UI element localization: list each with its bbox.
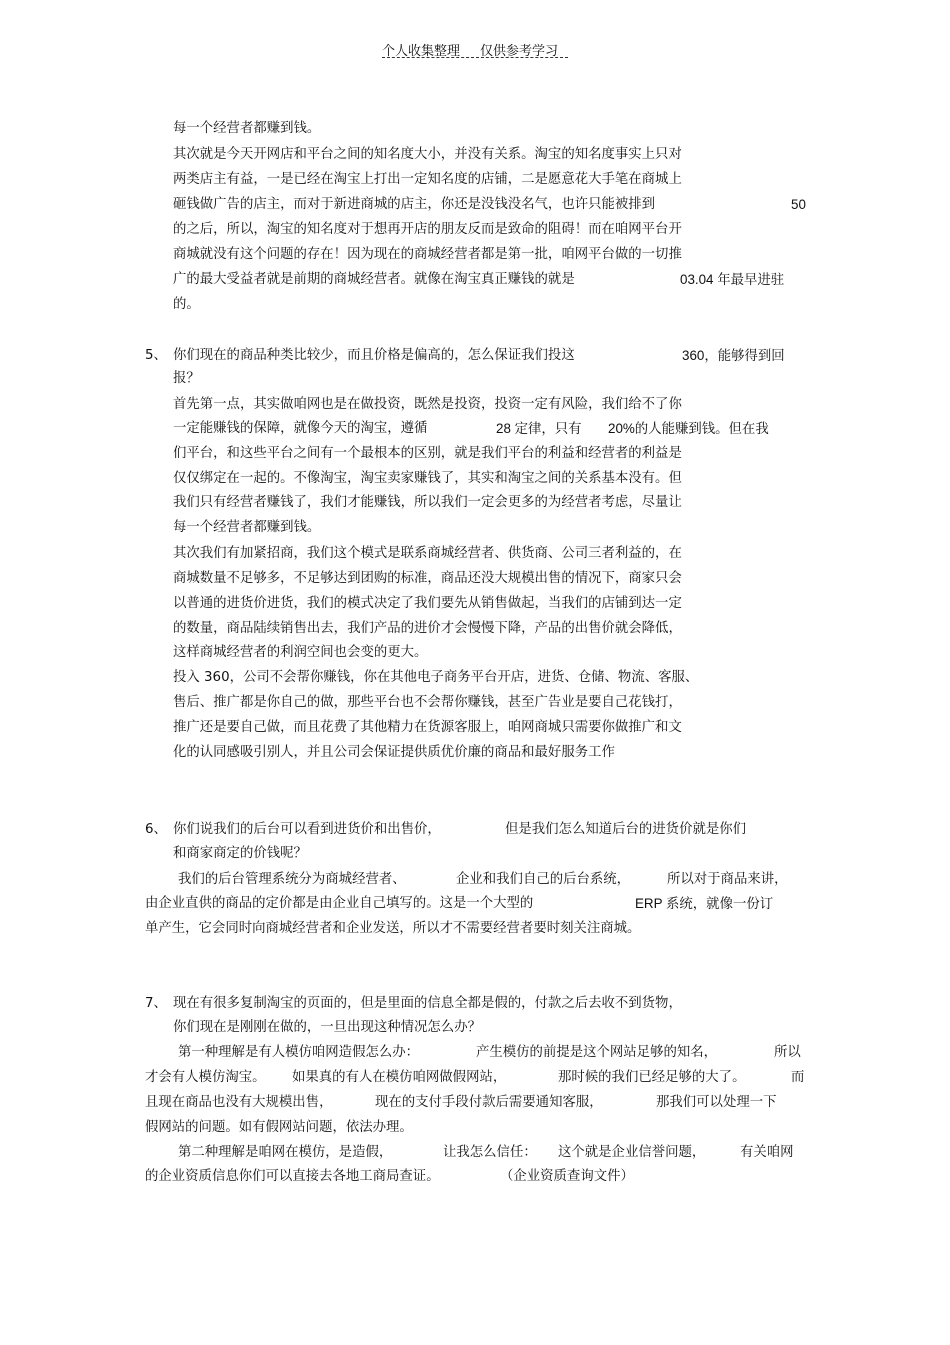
answer-line: 单产生，它会同时向商城经营者和企业发送，所以才不需要经营者要时刻关注商城。	[145, 921, 641, 936]
text-line: 每一个经营者都赚到钱。	[173, 121, 321, 136]
header-left-text: 个人收集整理	[382, 44, 461, 59]
answer-line: 推广还是要自己做，而且花费了其他精力在货源客服上，咱网商城只需要你做推广和文	[173, 720, 682, 735]
question-line: 报？	[173, 371, 200, 386]
question-number: 5、	[145, 348, 167, 363]
answer-line: 如果真的有人在模仿咱网做假网站，	[292, 1070, 507, 1085]
answer-line: 20%的人能赚到钱。但在我	[608, 421, 769, 436]
text-line: 的。	[173, 297, 200, 312]
text-line: 两类店主有益，一是已经在淘宝上打出一定知名度的店铺，二是愿意花大手笔在商城上	[173, 172, 682, 187]
answer-line: 企业和我们自己的后台系统，	[456, 872, 631, 887]
answer-line: 由企业直供的商品的定价都是由企业自己填写的。这是一个大型的	[145, 896, 534, 911]
answer-line: 所以	[774, 1045, 801, 1060]
header-right-text: 仅供参考学习	[480, 44, 559, 59]
question-line: 你们现在是刚刚在做的，一旦出现这种情况怎么办？	[173, 1020, 481, 1035]
answer-line: 我们只有经营者赚钱了，我们才能赚钱，所以我们一定会更多的为经营者考虑，尽量让	[173, 495, 682, 510]
text-line: 03.04 年最早进驻	[680, 272, 785, 287]
answer-line: 让我怎么信任：	[443, 1145, 537, 1160]
text-line: 广的最大受益者就是前期的商城经营者。就像在淘宝真正赚钱的就是	[173, 272, 575, 287]
answer-line: 其次我们有加紧招商，我们这个模式是联系商城经营者、供货商、公司三者利益的，在	[173, 546, 682, 561]
answer-line: 这样商城经营者的利润空间也会变的更大。	[173, 645, 428, 660]
answer-line: 这个就是企业信誉问题，	[558, 1145, 706, 1160]
answer-line: 商城数量不足够多，不足够达到团购的标准，商品还没大规模出售的情况下，商家只会	[173, 571, 682, 586]
question-line: 360，能够得到回	[682, 348, 785, 363]
answer-line: 投入 360，公司不会帮你赚钱，你在其他电子商务平台开店，进货、仓储、物流、客服、	[173, 670, 699, 685]
answer-line: 售后、推广都是你自己的做，那些平台也不会帮你赚钱，甚至广告业是要自己花钱打，	[173, 695, 682, 710]
answer-line: ERP 系统，就像一份订	[635, 896, 774, 911]
answer-line: 的企业资质信息你们可以直接去各地工商局查证。	[145, 1169, 440, 1184]
answer-line: 有关咱网	[740, 1145, 794, 1160]
answer-line: 第二种理解是咱网在模仿，是造假，	[178, 1145, 393, 1160]
answer-line: 产生模仿的前提是这个网站足够的知名，	[476, 1045, 718, 1060]
answer-line: 且现在商品也没有大规模出售，	[145, 1095, 333, 1110]
text-line: 砸钱做广告的店主，而对于新进商城的店主，你还是没钱没名气，也许只能被排到	[173, 197, 656, 212]
answer-line: 现在的支付手段付款后需要通知客服，	[375, 1095, 603, 1110]
answer-line: 第一种理解是有人模仿咱网造假怎么办：	[178, 1045, 420, 1060]
question-line: 和商家商定的价钱呢？	[173, 846, 307, 861]
answer-line: 一定能赚钱的保障，就像今天的淘宝，遵循	[173, 421, 428, 436]
answer-line: 首先第一点，其实做咱网也是在做投资，既然是投资，投资一定有风险，我们给不了你	[173, 397, 682, 412]
answer-line: 的数量，商品陆续销售出去，我们产品的进价才会慢慢下降，产品的出售价就会降低，	[173, 621, 682, 636]
question-line: 但是我们怎么知道后台的进货价就是你们	[505, 822, 747, 837]
answer-line: 们平台，和这些平台之间有一个最根本的区别，就是我们平台的利益和经营者的利益是	[173, 446, 682, 461]
answer-line: 每一个经营者都赚到钱。	[173, 520, 321, 535]
answer-line: 化的认同感吸引别人，并且公司会保证提供质优价廉的商品和最好服务工作	[173, 745, 615, 760]
question-line: 你们说我们的后台可以看到进货价和出售价，	[173, 822, 441, 837]
answer-line: 假网站的问题。如有假网站问题，依法办理。	[145, 1120, 413, 1135]
text-line: 的之后，所以，淘宝的知名度对于想再开店的朋友反而是致命的阻碍！而在咱网平台开	[173, 222, 682, 237]
question-line: 现在有很多复制淘宝的页面的，但是里面的信息全都是假的，付款之后去收不到货物，	[173, 996, 682, 1011]
answer-line: 所以对于商品来讲，	[667, 872, 788, 887]
question-number: 7、	[145, 996, 167, 1011]
answer-line: 那时候的我们已经足够的大了。	[558, 1070, 746, 1085]
text-line: 商城就没有这个问题的存在！因为现在的商城经营者都是第一批，咱网平台做的一切推	[173, 247, 682, 262]
answer-line: 28 定律，只有	[496, 421, 582, 436]
question-line: 你们现在的商品种类比较少，而且价格是偏高的，怎么保证我们投这	[173, 348, 575, 363]
answer-line: （企业资质查询文件）	[500, 1169, 634, 1184]
answer-line: 我们的后台管理系统分为商城经营者、	[178, 872, 406, 887]
answer-line: 仅仅绑定在一起的。不像淘宝，淘宝卖家赚钱了，其实和淘宝之间的关系基本没有。但	[173, 471, 682, 486]
header-divider	[382, 57, 568, 58]
answer-line: 才会有人模仿淘宝。	[145, 1070, 266, 1085]
text-line: 其次就是今天开网店和平台之间的知名度大小，并没有关系。淘宝的知名度事实上只对	[173, 147, 682, 162]
question-number: 6、	[145, 822, 167, 837]
answer-line: 而	[791, 1070, 805, 1085]
answer-line: 那我们可以处理一下	[656, 1095, 777, 1110]
rank-number: 50	[791, 197, 806, 212]
answer-line: 以普通的进货价进货，我们的模式决定了我们要先从销售做起，当我们的店铺到达一定	[173, 596, 682, 611]
